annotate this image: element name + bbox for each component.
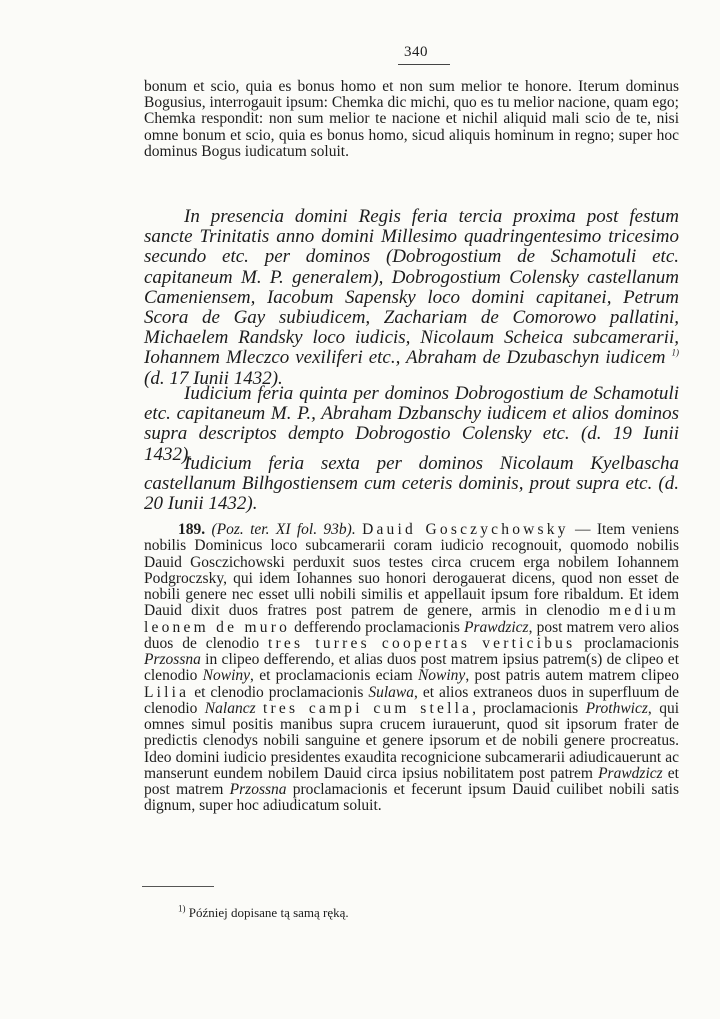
footnote-mark: 1) bbox=[178, 903, 186, 914]
page-number-rule bbox=[398, 64, 450, 65]
italic-paragraph-3 bbox=[144, 454, 679, 515]
entry-name: Dauid Gosczychowsky bbox=[362, 521, 569, 538]
entry-spaced-text: medium leonem de muro bbox=[144, 602, 679, 636]
entry-spaced-text: tres turres coopertas verticibus bbox=[268, 634, 576, 652]
entry-text: , post matrem vero alios duos de clenodio bbox=[144, 618, 679, 652]
entry-italic-text: Przossna bbox=[229, 781, 287, 798]
italic-paragraph-3-text: Iudicium feria sexta per dominos Nicolaum Kyelbascha castellanum Bilhgostiensem cum ceteris dominis, prout supra etc. (d. 20 Iunii 1432). bbox=[144, 453, 679, 515]
entry-text: , et alios extraneos duos in superfluum de clenodio bbox=[144, 683, 679, 717]
italic-paragraph-1 bbox=[144, 207, 679, 389]
italic-paragraph-1-text: In presencia domini Regis feria tercia proxima post festum sancte Trinitatis anno domini Millesimo quadringentesimo tricesimo secundo etc. per dominos (Dobrogostium de Schamotuli etc. capitaneum M. P. generalem), Dobrogostium Colensky castellanum Cameniensem, Iacobum Sapensky loco domini capitanei, Petrum Scora de Gay subiudicem, Zachariam de Comorowo pallatini, Michaelem Randsky loco iudicis, Nicolaum Scheica subcamerarii, Iohannem Mleczco vexiliferi etc., Abraham de Dzubaschyn iudicem bbox=[144, 206, 679, 369]
italic-paragraph-1-date: (d. 17 Iunii 1432). bbox=[144, 367, 283, 389]
entry-italic-text: Prawdzicz bbox=[598, 764, 663, 782]
entry-text: defferendo proclamacionis bbox=[290, 618, 464, 636]
entry-italic-text: Przossna bbox=[144, 651, 201, 668]
entry-number: 189. bbox=[178, 521, 206, 538]
entry-italic-text: Prothwicz bbox=[585, 699, 648, 717]
entry-text: , post patris autem matrem clipeo bbox=[465, 667, 679, 685]
entry-italic-text: Nowiny bbox=[202, 667, 251, 685]
paragraph-top: bonum et scio, quia es bonus homo et non sum melior te honore. Iterum dominus Bogusius, interrogauit ipsum: Chemka dic michi, quo es tu melior nacione, quam ego; Chemka respondit: non sum melior te nacione et nichil aliquid mali scio de te, nisi omne bonum et scio, quia es bonus homo, sicud aliquis hominum in regno; super hoc dominus Bogus iudicatum soluit. bbox=[144, 78, 679, 160]
entry-italic-text: Nowiny bbox=[417, 667, 466, 685]
footnote bbox=[178, 905, 349, 921]
entry-text bbox=[256, 700, 263, 717]
italic-paragraph-2-text: Iudicium feria quinta per dominos Dobrogostium de Schamotuli etc. capitaneum M. P., Abraham Dzbanschy iudicem et alios dominos supra descriptos dempto Dobrogostio Colensky etc. (d. 19 Iunii 1432). bbox=[144, 383, 679, 465]
footnote-text: Później dopisane tą samą ręką. bbox=[185, 905, 349, 920]
entry-text: et clenodio proclamacionis bbox=[189, 683, 369, 701]
entry-text: et post matrem bbox=[144, 764, 679, 798]
entry-text: proclamacionis et fecerunt ipsum Dauid cuilibet nobili satis dignum, super hoc adiudicatum soluit. bbox=[144, 781, 679, 815]
entry-spaced-text: tres campi cum stella bbox=[263, 699, 473, 717]
entry-text: proclamacionis bbox=[575, 634, 679, 652]
entry-189 bbox=[144, 522, 679, 815]
entry-reference: (Poz. ter. XI fol. 93b). bbox=[211, 521, 356, 538]
entry-italic-text: Nalancz bbox=[204, 699, 256, 717]
entry-text: , et proclamacionis eciam bbox=[250, 667, 418, 685]
page-number: 340 bbox=[404, 44, 428, 60]
footnote-rule bbox=[142, 886, 214, 887]
entry-italic-text: Sulawa bbox=[368, 683, 415, 701]
entry-text: — Item veniens nobilis Dominicus loco subcamerarii coram iudicio recognouit, quomodo nobilis Dauid Gosczichowski perduxit suos testes circa crucem erga nobilem Iohannem Podgroczsky, qui idem Iohannes suo honori derogauerat dicens, quod non esset de nobili genere nec esset ulli nobili similis et appellauit ipsum fore ribaldum. Et idem Dauid dixit duos fratres post patrem de genere, armis in clenodio bbox=[144, 521, 679, 620]
entry-spaced-text: Lilia bbox=[144, 683, 190, 701]
entry-italic-text: Prawdzicz bbox=[463, 618, 529, 636]
entry-text: , proclamacionis bbox=[472, 699, 586, 717]
entry-text: , qui omnes simul positis manibus supra crucem iurauerunt, quod sit ipsorum frater de predictis clenodys nobili sanguine et genere ipsorum et de nobili genere procreatus. Ideo domini iudicio presidentes exaudita recognicione subcamerarii adiudicauerunt ac manserunt eundem nobilem Dauid circa ipsius nobilitatem post patrem bbox=[144, 699, 679, 782]
entry-text: in clipeo defferendo, et alias duos post matrem ipsius patrem(s) de clipeo et clenodio bbox=[144, 651, 679, 685]
footnote-reference: 1) bbox=[671, 348, 680, 359]
